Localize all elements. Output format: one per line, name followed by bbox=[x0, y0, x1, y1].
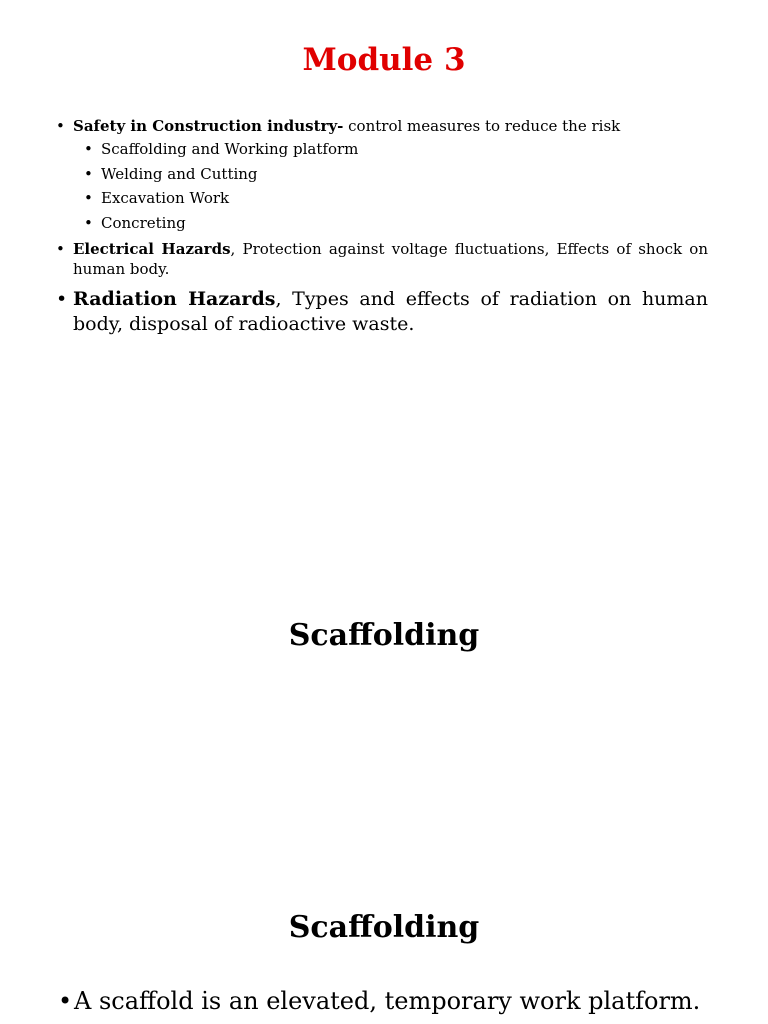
bullet-bold-text: Radiation Hazards bbox=[73, 287, 276, 310]
subtopic-item: • Concreting bbox=[84, 213, 708, 233]
slide-scaffolding-title bbox=[0, 560, 768, 720]
subtopic-item: • Scaffolding and Working platform bbox=[84, 139, 708, 159]
bullet-radiation-hazards bbox=[56, 287, 708, 337]
slide-title: Scaffolding bbox=[288, 910, 480, 945]
subtopic-item: • Welding and Cutting bbox=[84, 164, 708, 184]
bullet-bold-text: Safety in Construction industry- bbox=[73, 117, 344, 135]
slide-title: Scaffolding bbox=[288, 618, 480, 653]
bullet-electrical-hazards bbox=[56, 239, 708, 279]
slide-title: Module 3 bbox=[302, 42, 466, 78]
slide-scaffolding-definition bbox=[0, 880, 768, 1024]
bullet-text: , Types and effects of radiation on human body, disposal of radioactive waste. bbox=[73, 287, 708, 335]
bullet-text: , Protection against voltage fluctuations, Effects of shock on human body. bbox=[73, 239, 708, 278]
subtopic-item: • Excavation Work bbox=[84, 188, 708, 208]
topic-list bbox=[56, 116, 708, 337]
bullet-text: control measures to reduce the risk bbox=[343, 117, 621, 135]
construction-subtopics bbox=[84, 139, 708, 233]
slide-module-3 bbox=[0, 0, 768, 400]
bullet-bold-text: Electrical Hazards bbox=[73, 239, 231, 258]
bullet-construction-safety bbox=[56, 116, 708, 233]
definition-bullet: • A scaffold is an elevated, temporary work platform. bbox=[58, 986, 728, 1016]
